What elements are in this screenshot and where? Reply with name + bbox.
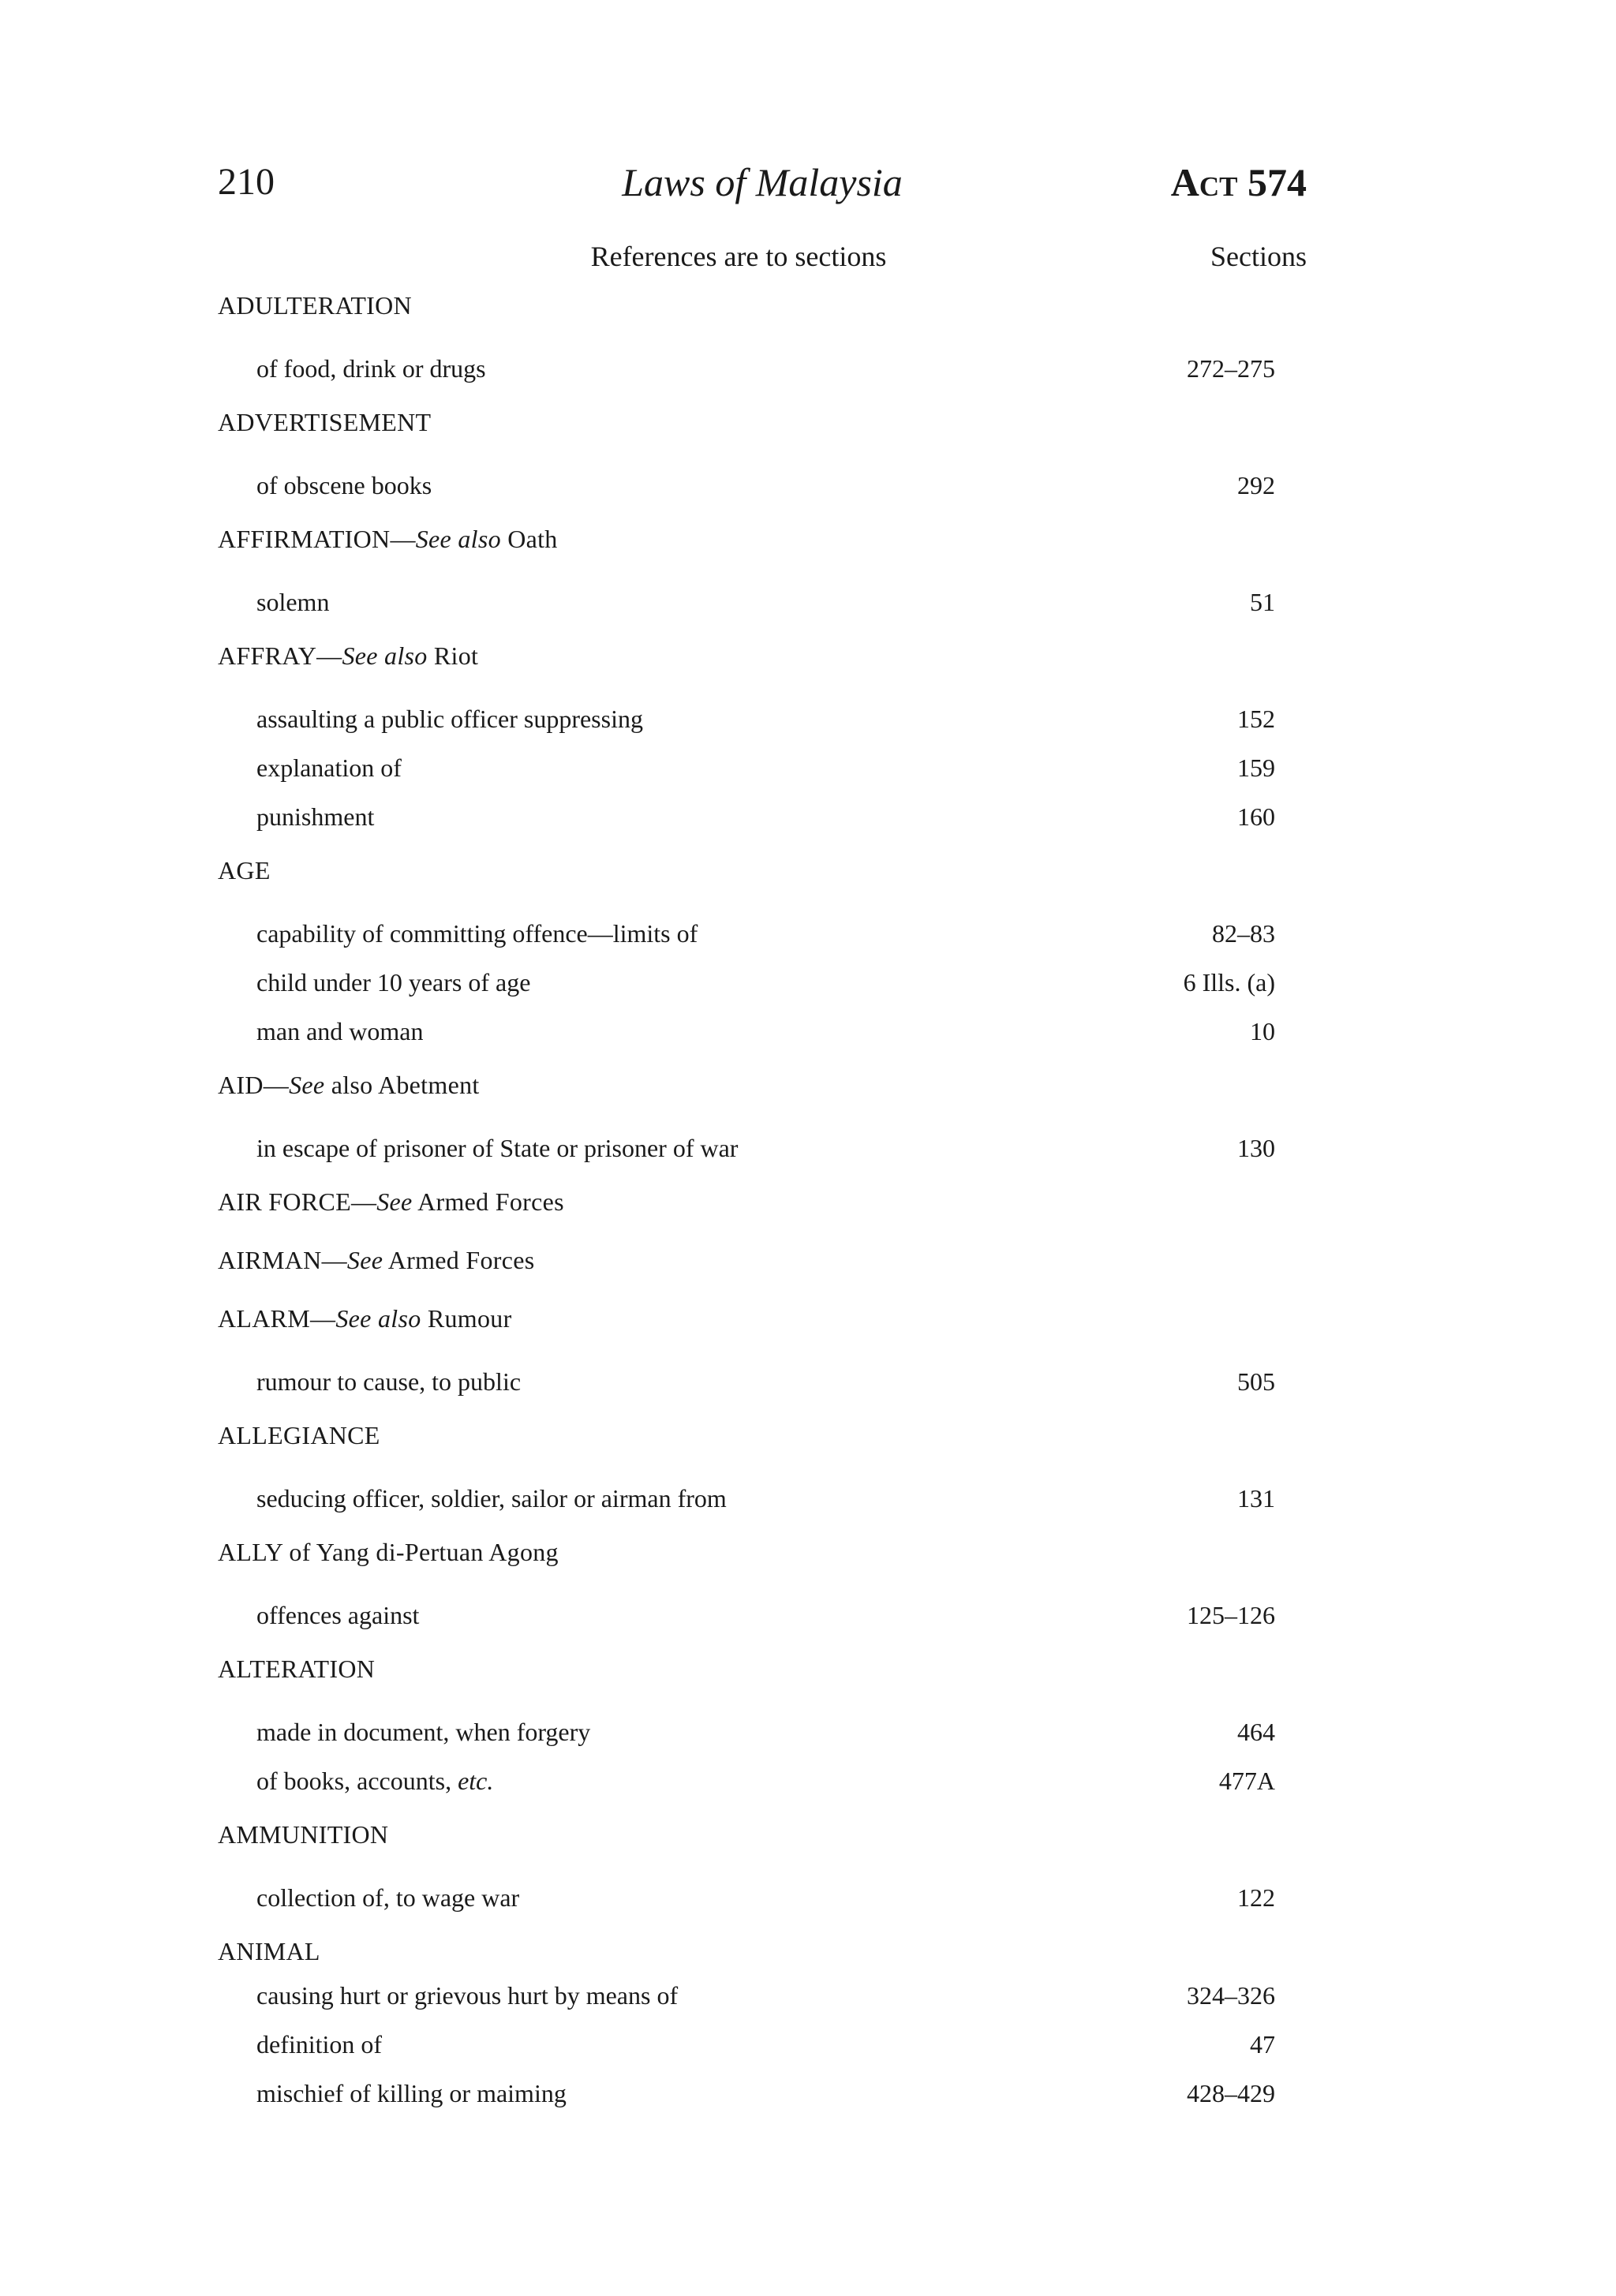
entry-section-ref: 122 [1237,1883,1275,1912]
index-heading: ALLY of Yang di-Pertuan Agong [218,1538,559,1566]
index-entry [218,1873,1275,1922]
heading-cross-reference: Oath [500,525,558,553]
index-entry [218,1474,1275,1523]
index-heading: ALLEGIANCE [218,1421,380,1449]
index-heading: AGE [218,856,271,884]
entry-section-ref: 292 [1237,471,1275,499]
index-entry [218,694,1275,743]
index-entry [218,578,1275,626]
sections-column-label: Sections [1210,241,1307,272]
index-heading: ANIMAL [218,1937,320,1965]
index-group [218,1240,1275,1280]
index-entry [218,1591,1275,1640]
index-group [218,1931,1275,2118]
heading-see-reference: See also [415,525,501,553]
index-heading [218,1065,1275,1105]
entry-section-ref: 324–326 [1187,1981,1275,2010]
entry-section-ref: 51 [1250,588,1275,616]
heading-see-reference: See also [335,1304,421,1333]
index-group [218,1815,1275,1922]
index-entry [218,909,1275,958]
index-group [218,851,1275,1056]
entry-text: definition of [256,2030,383,2059]
entry-text: mischief of killing or maiming [256,2079,567,2107]
index-heading: AMMUNITION [218,1820,389,1849]
entry-text: seducing officer, soldier, sailor or airman from [256,1484,727,1513]
heading-term: AIRMAN— [218,1246,347,1274]
heading-cross-reference: Riot [427,641,479,670]
index-heading [218,636,1275,675]
entry-text: solemn [256,588,330,616]
entry-section-ref: 152 [1237,705,1275,733]
entry-section-ref: 47 [1250,2030,1275,2059]
act-number: Act 574 [1170,160,1307,204]
heading-cross-reference: Rumour [421,1304,512,1333]
entry-text: offences against [256,1601,420,1629]
index-group [218,1532,1275,1640]
index-group [218,1065,1275,1172]
index-group [218,636,1275,841]
index-subheader [218,237,1307,276]
index-group [218,1415,1275,1523]
heading-cross-reference: Armed Forces [412,1187,564,1216]
index-heading [218,1299,1275,1338]
entry-section-ref: 428–429 [1187,2079,1275,2107]
index-entry [218,461,1275,510]
index-entry [218,1971,1275,2020]
index-entry [218,344,1275,393]
heading-cross-reference: Armed Forces [383,1246,535,1274]
entry-section-ref: 10 [1250,1017,1275,1045]
index-entry [218,2020,1275,2069]
entry-section-ref: 6 Ills. (a) [1183,968,1275,997]
entry-section-ref: 464 [1237,1718,1275,1746]
entry-text: rumour to cause, to public [256,1367,522,1396]
index-entry [218,1007,1275,1056]
heading-see-reference: See [346,1246,383,1274]
references-note: References are to sections [590,241,887,272]
index-group [218,286,1275,393]
heading-term: AFFIRMATION— [218,525,416,553]
page-header [218,155,1307,210]
index-group [218,1299,1275,1406]
index-entry [218,1124,1275,1172]
entry-text: punishment [256,802,375,831]
entry-text: man and woman [256,1017,424,1045]
entry-section-ref: 159 [1237,753,1275,782]
entry-section-ref: 130 [1237,1134,1275,1162]
entry-text: causing hurt or grievous hurt by means of [256,1981,679,2010]
entry-text: explanation of [256,753,402,782]
index-group [218,1182,1275,1221]
index-entry [218,958,1275,1007]
entry-text: of food, drink or drugs [256,354,486,383]
page-number: 210 [218,161,275,203]
entry-section-ref: 125–126 [1187,1601,1275,1629]
entry-text: made in document, when forgery [256,1718,591,1746]
entry-section-ref: 82–83 [1212,919,1275,948]
entry-text: of obscene books [256,471,432,499]
heading-term: AID— [218,1071,290,1099]
entry-text: collection of, to wage war [256,1883,520,1912]
entry-section-ref: 272–275 [1187,354,1275,383]
index-heading: ADVERTISEMENT [218,408,432,436]
index-list [218,286,1275,2127]
index-heading: ADULTERATION [218,291,412,320]
index-entry [218,792,1275,841]
heading-see-reference: See also [342,641,428,670]
entry-section-ref: 505 [1237,1367,1275,1396]
entry-text: in escape of prisoner of State or prisoner of war [256,1134,739,1162]
index-group [218,1649,1275,1805]
entry-text: child under 10 years of age [256,968,531,997]
index-entry [218,1707,1275,1756]
index-entry [218,743,1275,792]
entry-section-ref: 160 [1237,802,1275,831]
entry-text: assaulting a public officer suppressing [256,705,643,733]
index-group [218,402,1275,510]
heading-see-reference: See [289,1071,325,1099]
index-entry [218,1357,1275,1406]
index-entry [218,1756,1275,1805]
entry-text: of books, accounts, etc. [256,1767,494,1795]
running-title: Laws of Malaysia [622,160,903,204]
index-heading: ALTERATION [218,1655,376,1683]
heading-term: AIR FORCE— [218,1187,377,1216]
heading-cross-reference: also Abetment [324,1071,480,1099]
entry-text: capability of committing offence—limits of [256,919,698,948]
heading-term: AFFRAY— [218,641,342,670]
index-entry [218,2069,1275,2118]
entry-section-ref: 477A [1218,1767,1275,1795]
index-heading [218,1240,1275,1280]
index-heading [218,519,1275,559]
entry-section-ref: 131 [1237,1484,1275,1513]
heading-term: ALARM— [218,1304,336,1333]
index-heading [218,1182,1275,1221]
heading-see-reference: See [376,1187,413,1216]
index-group [218,519,1275,626]
